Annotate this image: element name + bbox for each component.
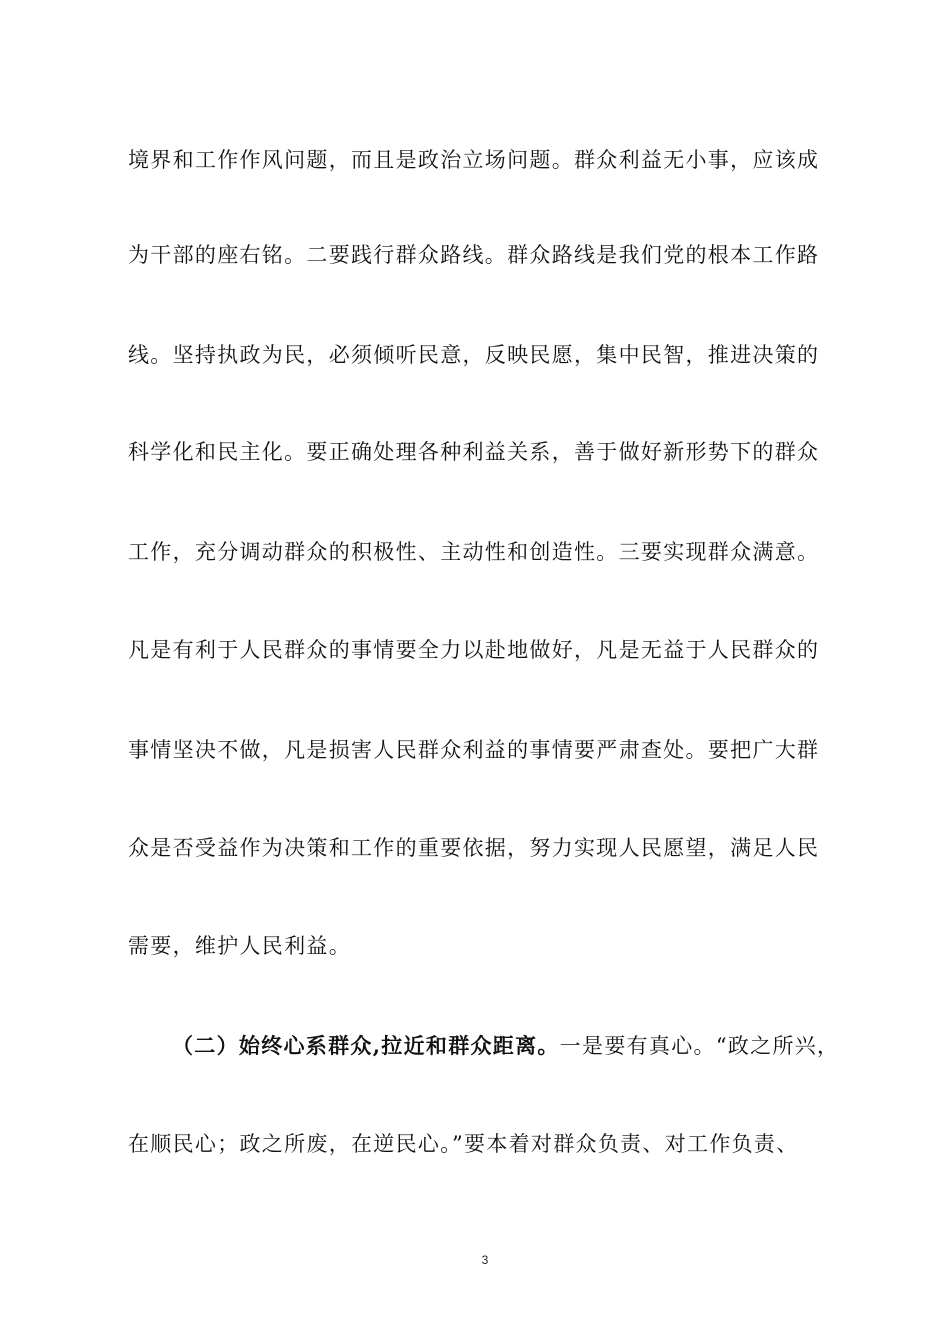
paragraph-line: 众是否受益作为决策和工作的重要依据，努力实现人民愿望，满足人民 bbox=[128, 836, 820, 860]
section-heading: （二）始终心系群众,拉近和群众距离。 bbox=[172, 1033, 560, 1058]
paragraph-line: 境界和工作作风问题，而且是政治立场问题。群众利益无小事，应该成 bbox=[128, 148, 820, 172]
paragraph-line: 工作，充分调动群众的积极性、主动性和创造性。三要实现群众满意。 bbox=[128, 540, 820, 564]
paragraph-line: 为干部的座右铭。二要践行群众路线。群众路线是我们党的根本工作路 bbox=[128, 243, 820, 267]
paragraph-line: 事情坚决不做，凡是损害人民群众利益的事情要严肃查处。要把广大群 bbox=[128, 738, 820, 762]
paragraph-line: 线。坚持执政为民，必须倾听民意，反映民愿，集中民智，推进决策的 bbox=[128, 343, 820, 367]
paragraph-line: 凡是有利于人民群众的事情要全力以赴地做好，凡是无益于人民群众的 bbox=[128, 638, 820, 662]
page-number: 3 bbox=[481, 1253, 489, 1267]
paragraph-line: 科学化和民主化。要正确处理各种利益关系，善于做好新形势下的群众 bbox=[128, 440, 820, 464]
section-heading-line bbox=[172, 1031, 892, 1061]
paragraph-line: 需要，维护人民利益。 bbox=[128, 934, 351, 958]
section-text: 一是要有真心。“政之所兴， bbox=[559, 1034, 840, 1058]
paragraph-line: 在顺民心；政之所废，在逆民心。”要本着对群众负责、对工作负责、 bbox=[128, 1132, 799, 1156]
